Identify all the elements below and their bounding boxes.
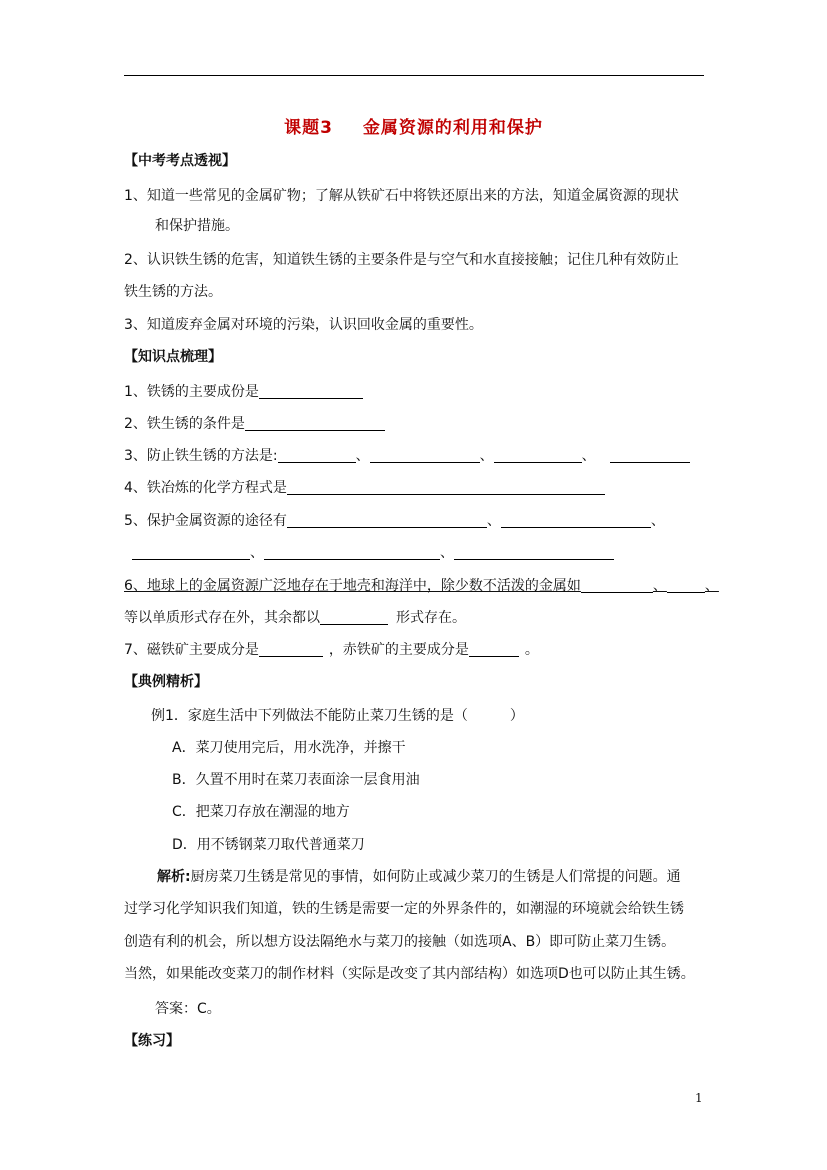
example-option-c: C．把菜刀存放在潮湿的地方 [172, 804, 350, 820]
knowledge-1 [124, 381, 363, 401]
knowledge-2-text: 2、铁生锈的条件是 [124, 416, 245, 432]
knowledge-2 [124, 413, 385, 433]
knowledge-6b-end: 形式存在。 [396, 610, 466, 626]
answer-blank[interactable] [287, 480, 605, 495]
example-option-b: B．久置不用时在菜刀表面涂一层食用油 [172, 772, 420, 788]
page-title [0, 113, 827, 138]
exam-point-3: 3、知道废弃金属对环境的污染，认识回收金属的重要性。 [124, 317, 483, 333]
analysis-text-1: 厨房菜刀生锈是常见的事情，如何防止或减少菜刀的生锈是人们常提的问题。通 [190, 869, 681, 885]
knowledge-6b [124, 607, 466, 627]
answer-blank[interactable] [501, 513, 651, 528]
header-rule [124, 75, 704, 76]
analysis-line-3: 创造有利的机会，所以想方设法隔绝水与菜刀的接触（如选项A、B）即可防止菜刀生锈。 [124, 934, 676, 950]
answer-blank[interactable] [245, 416, 385, 431]
answer-blank[interactable] [454, 545, 614, 560]
answer-blank[interactable] [287, 513, 487, 528]
section-examples-heading: 【典例精析】 [124, 674, 208, 690]
answer-blank[interactable] [494, 448, 582, 463]
page-number: 1 [695, 1091, 703, 1105]
answer-blank[interactable] [370, 448, 480, 463]
answer-blank[interactable] [259, 642, 323, 657]
example-option-d: D．用不锈钢菜刀取代普通菜刀 [172, 837, 365, 853]
analysis-line-4: 当然，如果能改变菜刀的制作材料（实际是改变了其内部结构）如选项D也可以防止其生锈。 [124, 966, 695, 982]
answer-blank[interactable] [320, 610, 388, 625]
knowledge-5-text: 5、保护金属资源的途径有 [124, 513, 287, 529]
separator: 、 [250, 545, 264, 561]
exam-point-2b: 铁生锈的方法。 [124, 284, 222, 300]
answer-blank[interactable] [581, 578, 653, 593]
answer-blank[interactable] [278, 448, 356, 463]
separator: 、 [652, 578, 667, 594]
knowledge-4-text: 4、铁冶炼的化学方程式是 [124, 480, 287, 496]
example-option-a: A．菜刀使用完后，用水洗净，并擦干 [172, 740, 406, 756]
answer-blank[interactable] [469, 642, 519, 657]
knowledge-1-text: 1、铁锈的主要成份是 [124, 384, 259, 400]
title-lesson: 课题3 [284, 118, 333, 138]
section-knowledge-heading: 【知识点梳理】 [124, 349, 222, 365]
knowledge-5 [124, 510, 665, 530]
answer-blank[interactable] [610, 448, 690, 463]
answer-blank[interactable] [264, 545, 440, 560]
example-question: 例1．家庭生活中下列做法不能防止菜刀生锈的是（ ） [151, 708, 524, 724]
title-topic: 金属资源的利用和保护 [362, 118, 543, 138]
separator: 、 [486, 513, 501, 529]
exam-point-2a: 2、认识铁生锈的危害，知道铁生锈的主要条件是与空气和水直接接触；记住几种有效防止 [124, 252, 679, 268]
knowledge-7-text-b: ，赤铁矿的主要成分是 [328, 642, 469, 658]
knowledge-6a [124, 575, 719, 595]
knowledge-6b-text: 等以单质形式存在外，其余都以 [124, 610, 320, 626]
knowledge-7 [124, 639, 539, 659]
separator: 、 [704, 578, 719, 594]
knowledge-7-text-c: 。 [524, 642, 539, 658]
section-practice-heading: 【练习】 [124, 1033, 180, 1049]
knowledge-5-cont [132, 542, 614, 562]
answer-blank[interactable] [667, 578, 705, 593]
separator: 、 [650, 513, 665, 529]
analysis-label: 解析: [157, 869, 191, 885]
separator: 、 [479, 448, 494, 464]
example-answer: 答案：C。 [155, 1001, 221, 1017]
analysis-line-1 [157, 866, 681, 886]
analysis-line-2: 过学习化学知识我们知道，铁的生锈是需要一定的外界条件的，如潮湿的环境就会给铁生锈 [124, 901, 684, 917]
knowledge-7-text-a: 7、磁铁矿主要成分是 [124, 642, 259, 658]
answer-blank[interactable] [132, 545, 250, 560]
separator: 、 [581, 448, 596, 464]
knowledge-3-text: 3、防止铁生锈的方法是: [124, 448, 278, 464]
exam-point-1b: 和保护措施。 [155, 218, 239, 234]
separator: 、 [440, 545, 454, 561]
separator: 、 [355, 448, 370, 464]
answer-blank[interactable] [259, 384, 363, 399]
knowledge-6a-text: 6、地球上的金属资源广泛地存在于地壳和海洋中，除少数不活泼的金属如 [124, 578, 581, 594]
knowledge-3 [124, 445, 690, 465]
section-exam-heading: 【中考考点透视】 [124, 153, 236, 169]
knowledge-4 [124, 477, 605, 497]
exam-point-1a: 1、知道一些常见的金属矿物；了解从铁矿石中将铁还原出来的方法，知道金属资源的现状 [124, 188, 679, 204]
